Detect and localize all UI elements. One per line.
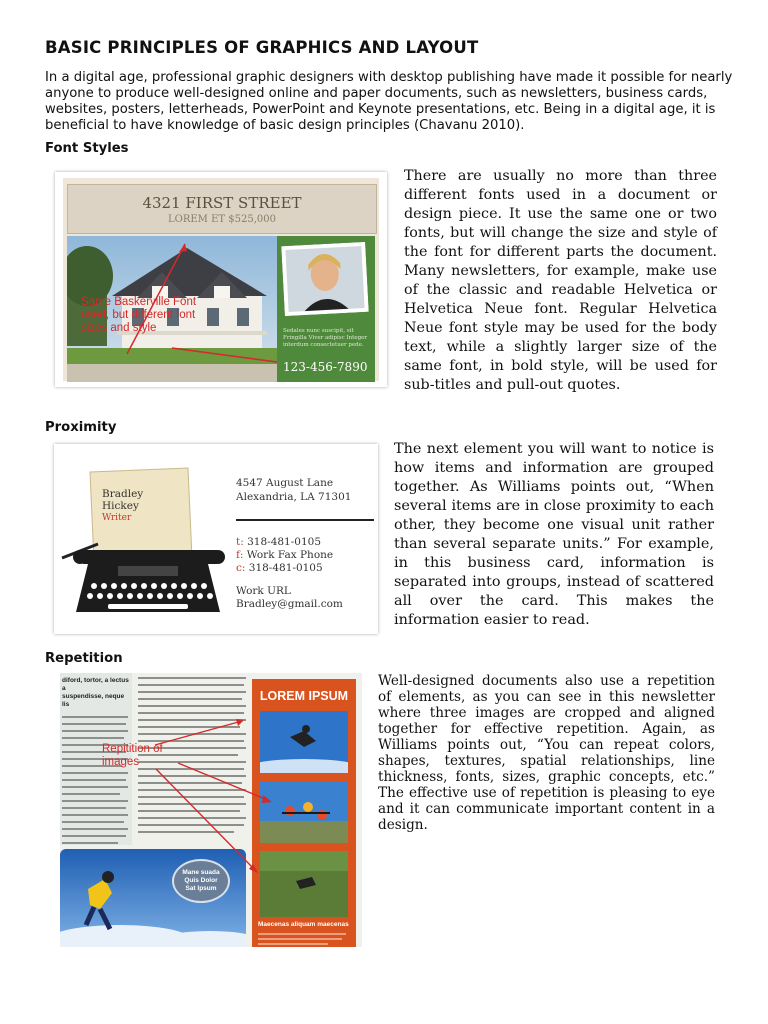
address-group [236,476,351,504]
proximity-body: The next element you will want to notice is how items and information are grouped together. As Williams points out, “When several items are in close proximity to each other, they become one visual unit rather than several separate units.” For example, in this business card, information is separated into groups, instead of scattered all over the card. This makes the information easier to read. [394,441,714,628]
paper-name-last: Hickey [102,500,139,512]
price-label: LOREM ET $525,000 [168,214,276,225]
intro-paragraph: In a digital age, professional graphic designers with desktop publishing have made it possible for nearly anyone to produce well-designed online and paper documents, such as newsletters, business cards, websites, posters, letterheads, PowerPoint and Keynote presentations, etc. Being in a digital age, it is beneficial to have knowledge of basic design principles (Chavanu 2010). [45,70,733,133]
f-prefix: f: [236,549,244,561]
street-banner [67,184,377,234]
col-lead-2: suspendisse, neque [62,693,125,700]
panel-caption: Maecenas aliquam maecenas [258,921,349,928]
typewriter-icon [58,462,228,622]
work-url: Work URL [236,585,291,597]
heading-proximity: Proximity [45,420,117,435]
paper-text [102,488,143,524]
street-name: 4321 FIRST STREET [142,194,302,212]
t-prefix: t: [236,536,244,548]
col-lead-1: diford, tortor, a lectus a [62,677,129,692]
f-value: Work Fax Phone [246,549,334,561]
bubble-line-3: Sat Ipsum [185,885,217,892]
green-panel [277,236,375,382]
address-line-1: 4547 August Lane [236,477,334,489]
email: Bradley@gmail.com [236,598,343,610]
panel-phone: 123-456-7890 [283,360,368,374]
font-styles-body: There are usually no more than three different fonts used in a document or design piece. It use the same one or two fonts, but will change the size and style of the font for different parts the document. Many newsletters, for example, make use of the classic and readable Helvetica or Helvetica Neue font. Regular Helvetica Neue font style may be used for the body text, while a slightly larger size of the same font, in bold style, will be used for sub-titles and pull-out quotes. [404,168,717,393]
page-title: BASIC PRINCIPLES OF GRAPHICS AND LAYOUT [45,38,479,57]
heading-repetition: Repetition [45,651,123,666]
real-estate-card [63,178,379,381]
panel-title: LOREM IPSUM [259,689,349,703]
font-styles-figure [55,172,387,387]
heading-font-styles: Font Styles [45,141,129,156]
repetition-body: Well-designed documents also use a repetition of elements, as you can see in this newsletter where three images are cropped and aligned together for effective repetition. Again, as Williams points out, “You can repeat colors, shapes, textures, spatial relationships, line thickness, fonts, sizes, graphic concepts, etc.” The effective use of repetition is pleasing to eye and it can communicate important content in a design. [378,673,715,833]
col-lead-3: lis [62,701,70,708]
paper-role: Writer [102,513,132,523]
address-line-2: Alexandria, LA 71301 [236,491,352,503]
repetition-arrows [60,673,362,947]
font-annotation: Same Baskerville Font used, but different font sizes and style [81,296,197,334]
web-group [236,585,343,611]
panel-small-text: Sedales nunc suscipit, sit Fringilla Viver adipisc Integer interdum consectetuer pede. [283,328,368,348]
phone-group [236,536,333,575]
c-value: 318-481-0105 [248,562,323,574]
business-card [54,444,378,634]
portrait-photo [281,242,369,316]
c-prefix: c: [236,562,246,574]
t-value: 318-481-0105 [247,536,322,548]
bubble-line-2: Quis Dolor [184,877,218,884]
newsletter-figure [60,673,362,947]
bubble-line-1: Mane suada [182,869,220,876]
paper-name-first: Bradley [102,488,144,500]
card-divider [236,519,374,521]
repetition-annotation: Repitition of images [102,743,163,768]
